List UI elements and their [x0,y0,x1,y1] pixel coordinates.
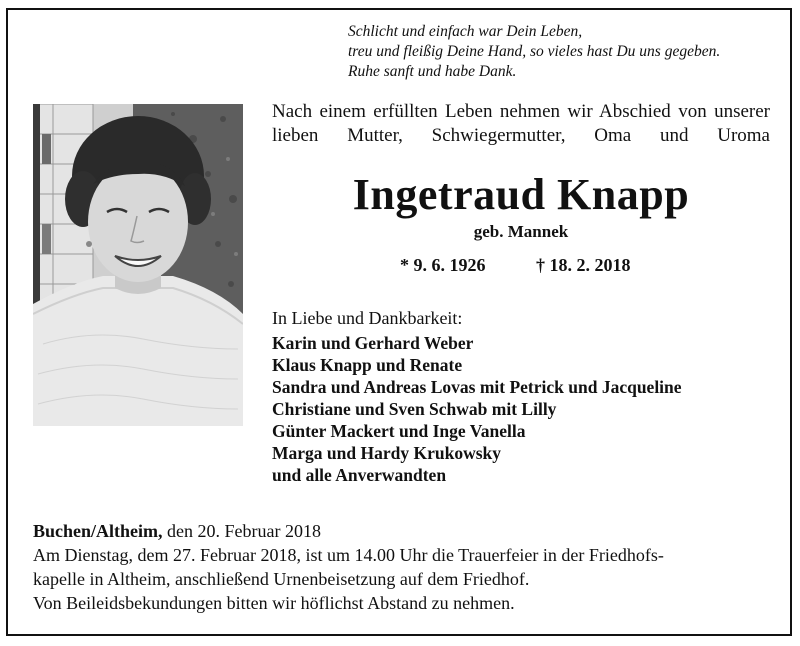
memorial-poem [348,22,788,82]
death-date: † 18. 2. 2018 [536,255,631,275]
mourner-entry: Sandra und Andreas Lovas mit Petrick und Jacqueline [272,377,682,397]
mourner-entry: Klaus Knapp und Renate [272,355,463,375]
funeral-details-line: kapelle in Altheim, anschließend Urnenbeisetzung auf dem Friedhof. [33,569,530,589]
mourner-entry: Karin und Gerhard Weber [272,333,474,353]
deceased-name: Ingetraud Knapp [352,170,690,219]
mourner-entry: Günter Mackert und Inge Vanella [272,421,526,441]
funeral-details-line: Am Dienstag, dem 27. Februar 2018, ist um 14.00 Uhr die Trauerfeier in der Friedhofs- [33,545,664,565]
poem-line: treu und fleißig Deine Hand, so vieles hast Du uns gegeben. [348,43,721,60]
birth-name: geb. Mannek [473,222,569,241]
farewell-intro: Nach einem erfüllten Leben nehmen wir Abschied von unserer lieben Mutter, Schwiegermutter, Oma und Uroma [272,101,770,146]
place-date-line [33,519,773,543]
poem-line: Ruhe sanft und habe Dank. [348,63,517,80]
funeral-info [33,519,773,615]
mourner-entry: und alle Anverwandten [272,465,447,485]
portrait-photo [33,104,243,426]
mourner-entry: Christiane und Sven Schwab mit Lilly [272,399,557,419]
poem-line: Schlicht und einfach war Dein Leben, [348,23,583,40]
birth-date: * 9. 6. 1926 [400,255,486,275]
gratitude-heading: In Liebe und Dankbarkeit: [272,308,463,328]
condolence-note: Von Beileidsbekundungen bitten wir höflichst Abstand zu nehmen. [33,593,515,613]
mourners-list [272,332,772,486]
mourner-entry: Marga und Hardy Krukowsky [272,443,501,463]
place: Buchen/Altheim, [33,521,163,541]
notice-date: den 20. Februar 2018 [162,521,321,541]
